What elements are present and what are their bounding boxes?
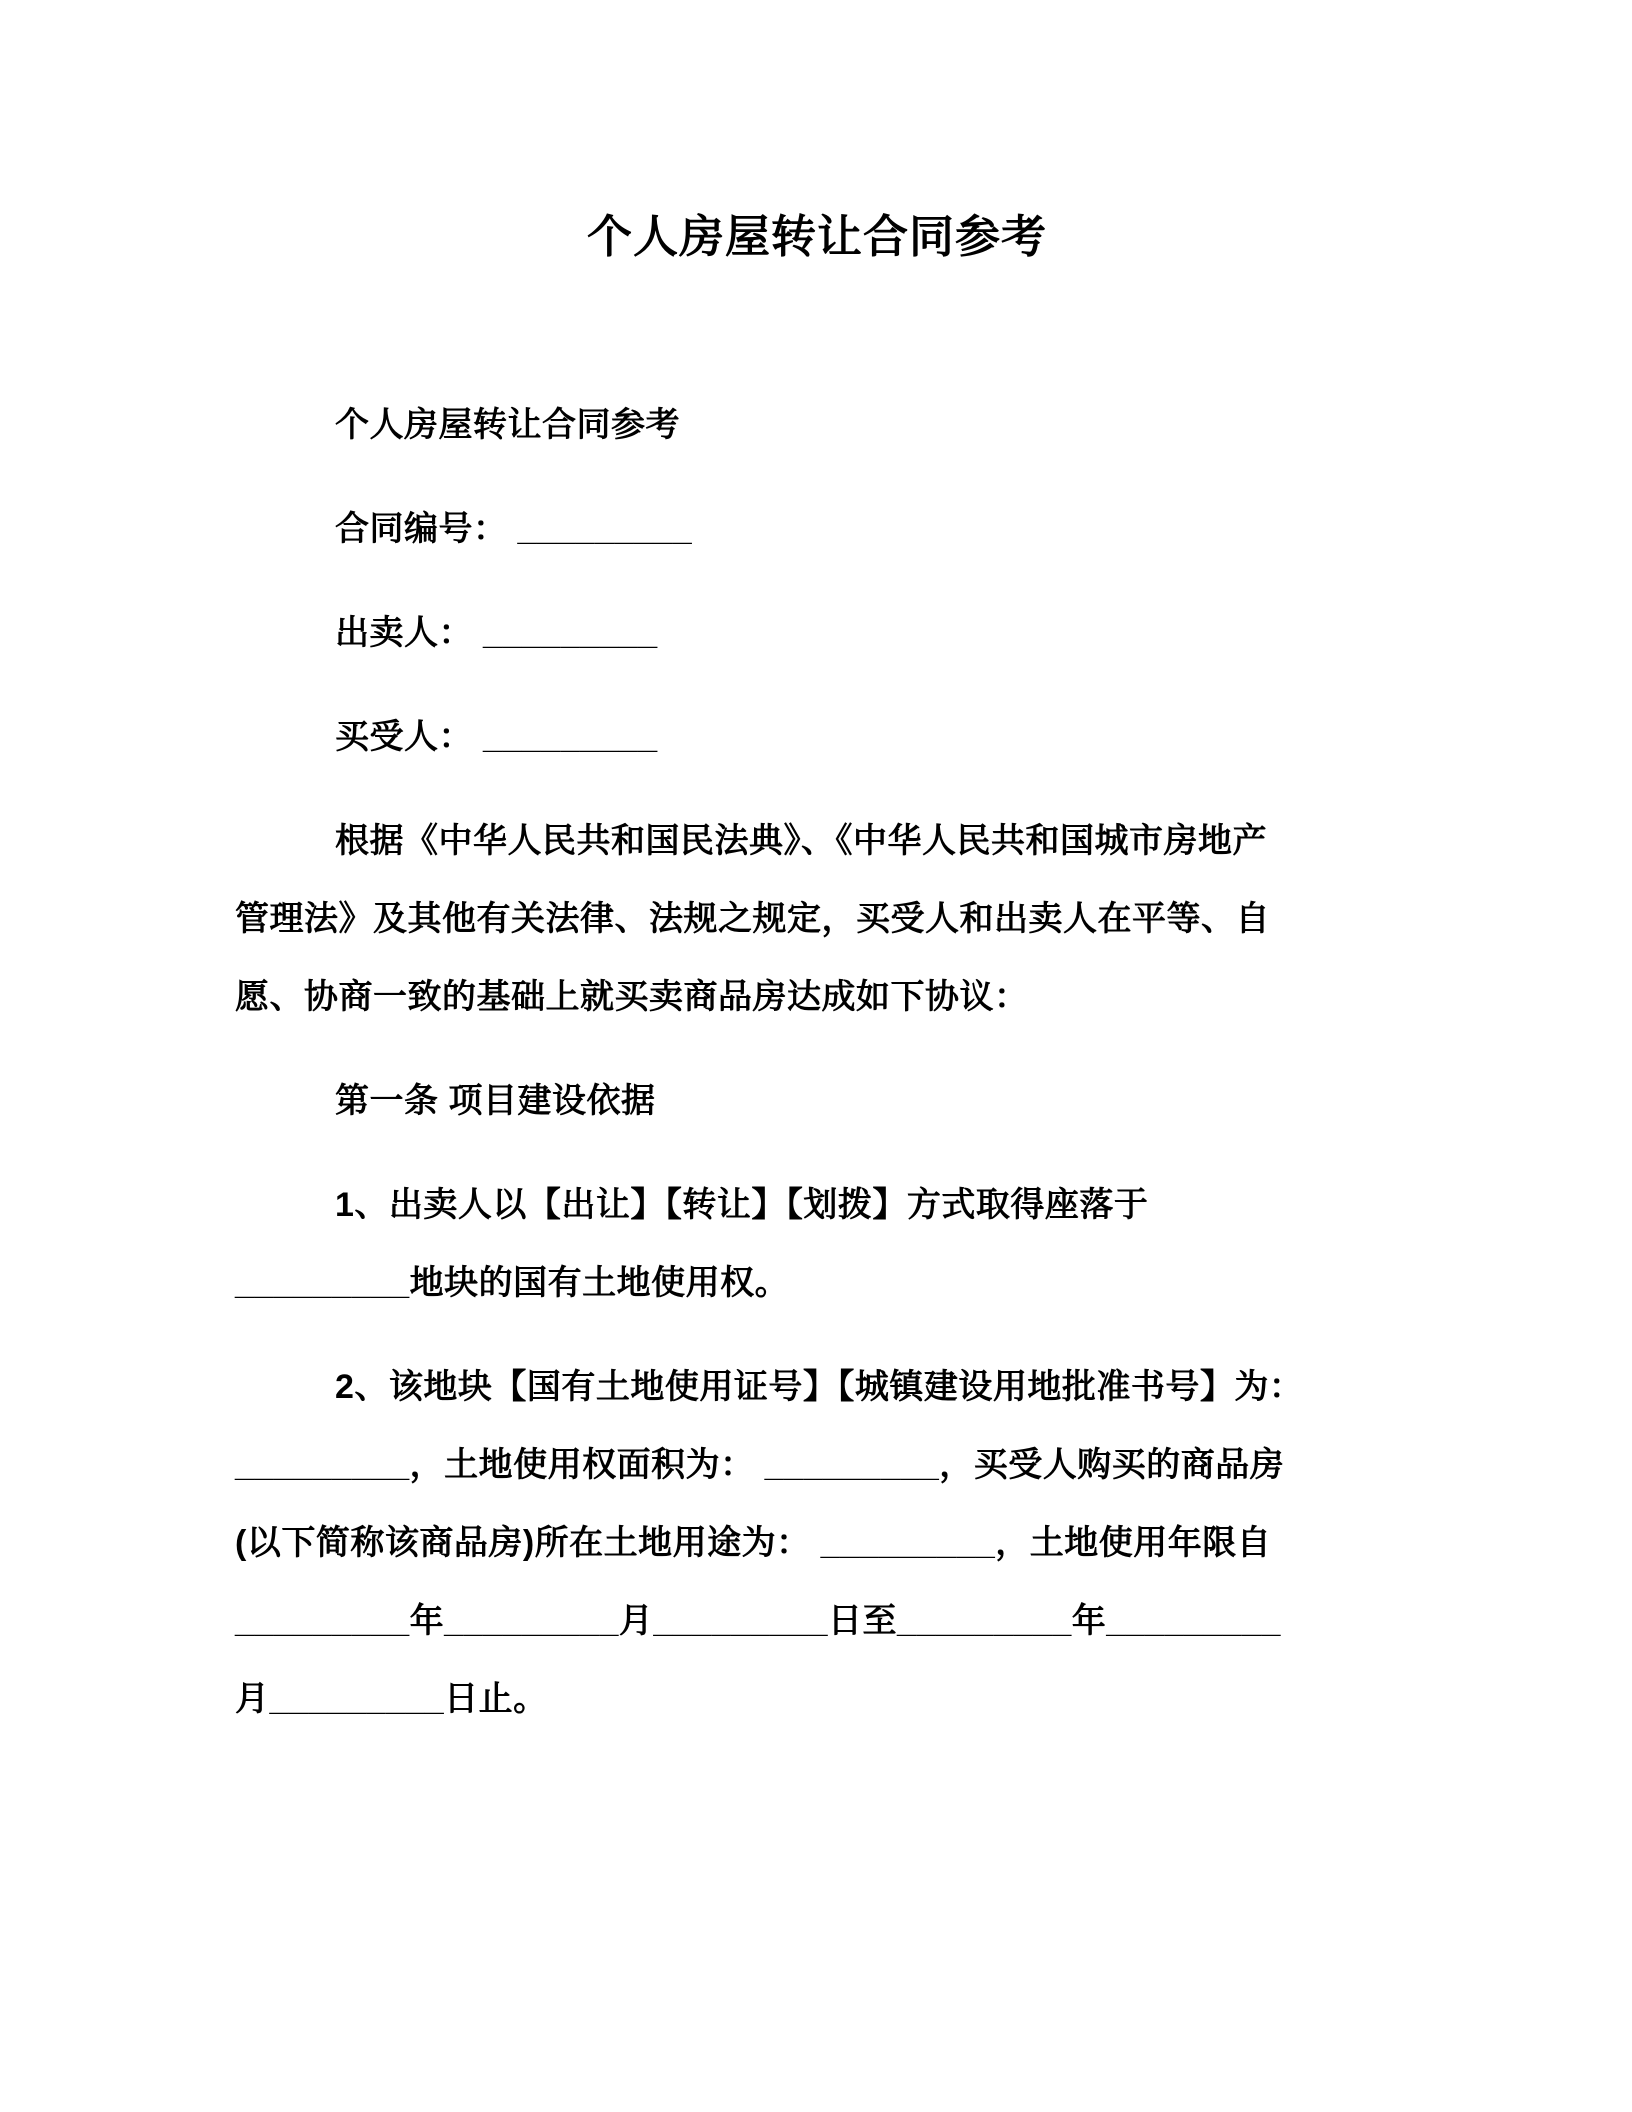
clause-2-line-1: 2、该地块【国有土地使用证号】【城镇建设用地批准书号】为： — [335, 1368, 1304, 1406]
clause-2-line-3: (以下简称该商品房)所在土地用途为： _________，土地使用年限自 — [235, 1524, 1272, 1562]
buyer-field-line: 买受人： _________ — [335, 718, 658, 756]
clause-1-line-1: 1、出卖人以【出让】【转让】【划拨】方式取得座落于 — [335, 1186, 1149, 1224]
preamble-line-2: 管理法》及其他有关法律、法规之规定，买受人和出卖人在平等、自 — [235, 900, 1270, 938]
clause-2-date-line: _________年_________月_________日至_________年_________ — [235, 1602, 1281, 1640]
seller-field-line: 出卖人： _________ — [335, 614, 658, 652]
contract-number-field-line: 合同编号： _________ — [335, 510, 693, 548]
preamble-line-1: 根据《中华人民共和国民法典》、《中华人民共和国城市房地产 — [335, 822, 1267, 860]
clause-2-line-2: _________，土地使用权面积为： _________，买受人购买的商品房 — [235, 1446, 1285, 1484]
document-subtitle: 个人房屋转让合同参考 — [335, 406, 680, 444]
clause-1-line-2: _________地块的国有土地使用权。 — [235, 1264, 790, 1302]
preamble-line-3: 愿、协商一致的基础上就买卖商品房达成如下协议： — [235, 978, 1029, 1016]
clause-2-date-end-line: 月_________日止。 — [235, 1680, 548, 1718]
article-1-heading: 第一条 项目建设依据 — [335, 1082, 656, 1120]
document-title: 个人房屋转让合同参考 — [586, 211, 1047, 262]
